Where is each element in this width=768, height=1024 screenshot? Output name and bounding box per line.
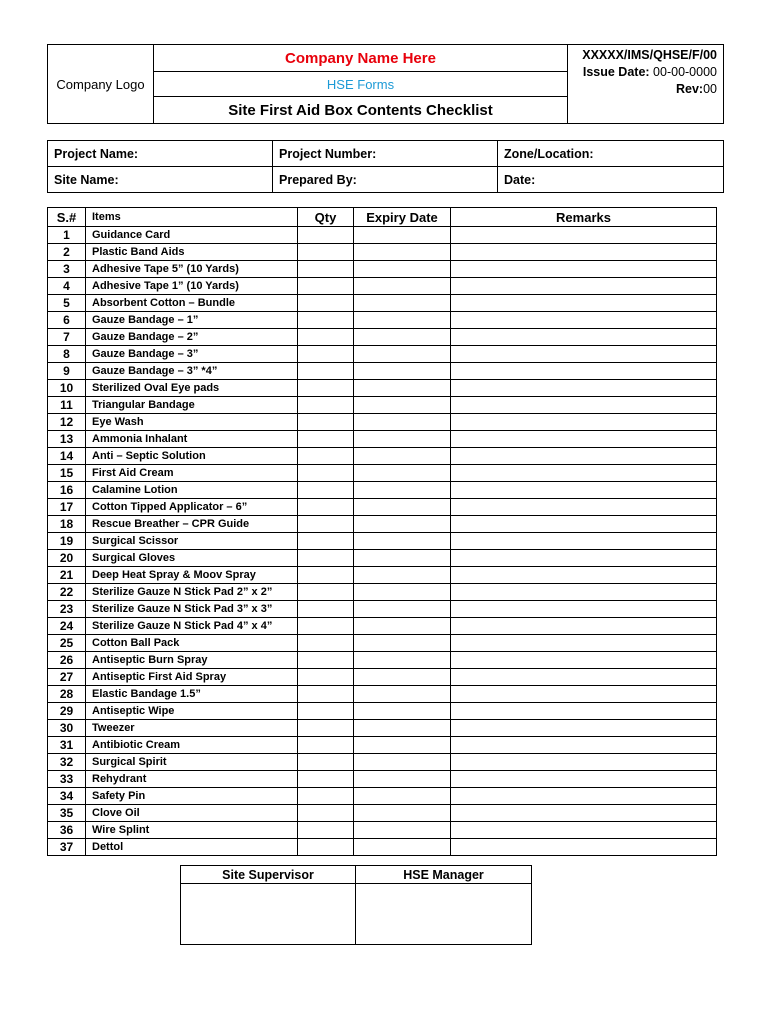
row-qty[interactable] [298, 805, 354, 822]
table-row [48, 618, 717, 635]
document-title: Site First Aid Box Contents Checklist [154, 97, 568, 124]
table-row [48, 329, 717, 346]
table-row [48, 550, 717, 567]
row-sn: 32 [48, 754, 86, 771]
row-remarks[interactable] [451, 771, 717, 788]
site-supervisor-signature[interactable] [181, 884, 356, 945]
row-sn: 7 [48, 329, 86, 346]
row-item: Wire Splint [86, 822, 298, 839]
row-qty[interactable] [298, 244, 354, 261]
row-remarks[interactable] [451, 346, 717, 363]
row-expiry-date[interactable] [354, 482, 451, 499]
row-sn: 4 [48, 278, 86, 295]
row-qty[interactable] [298, 533, 354, 550]
row-remarks[interactable] [451, 652, 717, 669]
row-qty[interactable] [298, 669, 354, 686]
row-sn: 18 [48, 516, 86, 533]
row-qty[interactable] [298, 771, 354, 788]
row-expiry-date[interactable] [354, 397, 451, 414]
row-remarks[interactable] [451, 244, 717, 261]
row-remarks[interactable] [451, 686, 717, 703]
row-sn: 22 [48, 584, 86, 601]
table-row [48, 720, 717, 737]
row-remarks[interactable] [451, 431, 717, 448]
table-row [48, 227, 717, 244]
row-item: Surgical Spirit [86, 754, 298, 771]
project-name-field[interactable]: Project Name: [48, 141, 273, 167]
row-item: Triangular Bandage [86, 397, 298, 414]
row-item: Deep Heat Spray & Moov Spray [86, 567, 298, 584]
row-sn: 3 [48, 261, 86, 278]
company-name: Company Name Here [154, 45, 568, 72]
row-expiry-date[interactable] [354, 261, 451, 278]
site-name-field[interactable]: Site Name: [48, 167, 273, 193]
row-qty[interactable] [298, 431, 354, 448]
row-expiry-date[interactable] [354, 295, 451, 312]
doc-code: XXXXX/IMS/QHSE/F/00 [582, 48, 717, 62]
row-qty[interactable] [298, 737, 354, 754]
row-remarks[interactable] [451, 227, 717, 244]
row-item: Tweezer [86, 720, 298, 737]
row-remarks[interactable] [451, 312, 717, 329]
row-item: Safety Pin [86, 788, 298, 805]
row-remarks[interactable] [451, 465, 717, 482]
row-expiry-date[interactable] [354, 244, 451, 261]
row-sn: 33 [48, 771, 86, 788]
row-remarks[interactable] [451, 635, 717, 652]
row-expiry-date[interactable] [354, 754, 451, 771]
table-row [48, 737, 717, 754]
row-qty[interactable] [298, 567, 354, 584]
row-expiry-date[interactable] [354, 703, 451, 720]
row-sn: 27 [48, 669, 86, 686]
row-remarks[interactable] [451, 601, 717, 618]
row-item: Sterilize Gauze N Stick Pad 2” x 2” [86, 584, 298, 601]
row-expiry-date[interactable] [354, 448, 451, 465]
row-item: Calamine Lotion [86, 482, 298, 499]
row-sn: 13 [48, 431, 86, 448]
rev-value: 00 [703, 82, 717, 96]
row-item: Gauze Bandage – 3” [86, 346, 298, 363]
row-expiry-date[interactable] [354, 669, 451, 686]
row-expiry-date[interactable] [354, 567, 451, 584]
table-row [48, 754, 717, 771]
row-expiry-date[interactable] [354, 414, 451, 431]
row-qty[interactable] [298, 635, 354, 652]
row-item: Anti – Septic Solution [86, 448, 298, 465]
row-expiry-date[interactable] [354, 465, 451, 482]
table-row [48, 652, 717, 669]
row-sn: 37 [48, 839, 86, 856]
row-expiry-date[interactable] [354, 788, 451, 805]
table-row [48, 822, 717, 839]
row-item: Antibiotic Cream [86, 737, 298, 754]
table-row [48, 244, 717, 261]
row-item: Rescue Breather – CPR Guide [86, 516, 298, 533]
row-remarks[interactable] [451, 261, 717, 278]
row-expiry-date[interactable] [354, 601, 451, 618]
row-qty[interactable] [298, 499, 354, 516]
row-sn: 6 [48, 312, 86, 329]
table-row [48, 805, 717, 822]
project-number-field[interactable]: Project Number: [273, 141, 498, 167]
row-remarks[interactable] [451, 703, 717, 720]
row-qty[interactable] [298, 363, 354, 380]
row-item: Gauze Bandage – 1” [86, 312, 298, 329]
table-row [48, 635, 717, 652]
table-row [48, 312, 717, 329]
row-item: Clove Oil [86, 805, 298, 822]
zone-location-field[interactable]: Zone/Location: [498, 141, 724, 167]
row-qty[interactable] [298, 601, 354, 618]
row-item: Sterilize Gauze N Stick Pad 4” x 4” [86, 618, 298, 635]
row-qty[interactable] [298, 839, 354, 856]
row-sn: 5 [48, 295, 86, 312]
row-qty[interactable] [298, 686, 354, 703]
row-qty[interactable] [298, 822, 354, 839]
table-row [48, 278, 717, 295]
row-remarks[interactable] [451, 448, 717, 465]
row-expiry-date[interactable] [354, 516, 451, 533]
row-remarks[interactable] [451, 754, 717, 771]
row-remarks[interactable] [451, 584, 717, 601]
row-sn: 10 [48, 380, 86, 397]
row-remarks[interactable] [451, 822, 717, 839]
table-row [48, 584, 717, 601]
col-header-items: Items [86, 208, 298, 227]
row-qty[interactable] [298, 397, 354, 414]
row-remarks[interactable] [451, 533, 717, 550]
row-expiry-date[interactable] [354, 380, 451, 397]
table-row [48, 295, 717, 312]
row-qty[interactable] [298, 482, 354, 499]
table-row [48, 533, 717, 550]
row-sn: 31 [48, 737, 86, 754]
row-sn: 15 [48, 465, 86, 482]
row-qty[interactable] [298, 754, 354, 771]
row-remarks[interactable] [451, 295, 717, 312]
row-remarks[interactable] [451, 805, 717, 822]
row-sn: 9 [48, 363, 86, 380]
row-sn: 21 [48, 567, 86, 584]
row-sn: 26 [48, 652, 86, 669]
row-item: Gauze Bandage – 2” [86, 329, 298, 346]
row-item: Eye Wash [86, 414, 298, 431]
table-row [48, 414, 717, 431]
row-expiry-date[interactable] [354, 499, 451, 516]
row-sn: 24 [48, 618, 86, 635]
row-qty[interactable] [298, 550, 354, 567]
row-sn: 23 [48, 601, 86, 618]
row-item: Guidance Card [86, 227, 298, 244]
row-item: Gauze Bandage – 3” *4” [86, 363, 298, 380]
row-expiry-date[interactable] [354, 839, 451, 856]
table-row [48, 601, 717, 618]
table-row [48, 261, 717, 278]
row-sn: 2 [48, 244, 86, 261]
signature-table [180, 865, 532, 945]
row-item: First Aid Cream [86, 465, 298, 482]
row-expiry-date[interactable] [354, 312, 451, 329]
row-item: Sterilize Gauze N Stick Pad 3” x 3” [86, 601, 298, 618]
table-row [48, 346, 717, 363]
row-expiry-date[interactable] [354, 635, 451, 652]
row-sn: 28 [48, 686, 86, 703]
row-remarks[interactable] [451, 380, 717, 397]
row-expiry-date[interactable] [354, 584, 451, 601]
row-expiry-date[interactable] [354, 363, 451, 380]
row-sn: 30 [48, 720, 86, 737]
row-qty[interactable] [298, 703, 354, 720]
table-row [48, 482, 717, 499]
row-qty[interactable] [298, 618, 354, 635]
row-item: Cotton Ball Pack [86, 635, 298, 652]
row-item: Ammonia Inhalant [86, 431, 298, 448]
issue-date-label: Issue Date: [582, 65, 650, 79]
row-remarks[interactable] [451, 737, 717, 754]
row-item: Cotton Tipped Applicator – 6” [86, 499, 298, 516]
table-row [48, 465, 717, 482]
row-expiry-date[interactable] [354, 805, 451, 822]
row-qty[interactable] [298, 261, 354, 278]
row-remarks[interactable] [451, 669, 717, 686]
row-expiry-date[interactable] [354, 822, 451, 839]
row-remarks[interactable] [451, 363, 717, 380]
row-sn: 8 [48, 346, 86, 363]
row-qty[interactable] [298, 329, 354, 346]
prepared-by-field[interactable]: Prepared By: [273, 167, 498, 193]
table-row [48, 363, 717, 380]
row-qty[interactable] [298, 346, 354, 363]
row-item: Sterilized Oval Eye pads [86, 380, 298, 397]
row-qty[interactable] [298, 465, 354, 482]
row-item: Elastic Bandage 1.5” [86, 686, 298, 703]
row-sn: 16 [48, 482, 86, 499]
site-supervisor-header: Site Supervisor [181, 866, 356, 884]
row-qty[interactable] [298, 227, 354, 244]
row-expiry-date[interactable] [354, 278, 451, 295]
row-expiry-date[interactable] [354, 686, 451, 703]
row-expiry-date[interactable] [354, 550, 451, 567]
table-row [48, 448, 717, 465]
row-expiry-date[interactable] [354, 533, 451, 550]
row-qty[interactable] [298, 652, 354, 669]
row-remarks[interactable] [451, 482, 717, 499]
row-expiry-date[interactable] [354, 346, 451, 363]
row-expiry-date[interactable] [354, 329, 451, 346]
row-expiry-date[interactable] [354, 431, 451, 448]
row-sn: 14 [48, 448, 86, 465]
date-field[interactable]: Date: [498, 167, 724, 193]
row-remarks[interactable] [451, 839, 717, 856]
table-row [48, 397, 717, 414]
row-remarks[interactable] [451, 567, 717, 584]
row-item: Antiseptic First Aid Spray [86, 669, 298, 686]
project-info [47, 140, 724, 193]
row-sn: 25 [48, 635, 86, 652]
table-row [48, 567, 717, 584]
row-sn: 36 [48, 822, 86, 839]
table-row [48, 686, 717, 703]
row-qty[interactable] [298, 312, 354, 329]
row-item: Adhesive Tape 5” (10 Yards) [86, 261, 298, 278]
row-sn: 34 [48, 788, 86, 805]
row-qty[interactable] [298, 380, 354, 397]
forms-label: HSE Forms [154, 72, 568, 97]
row-expiry-date[interactable] [354, 652, 451, 669]
table-row [48, 839, 717, 856]
row-sn: 17 [48, 499, 86, 516]
row-qty[interactable] [298, 295, 354, 312]
row-remarks[interactable] [451, 618, 717, 635]
table-row [48, 380, 717, 397]
row-item: Dettol [86, 839, 298, 856]
row-sn: 29 [48, 703, 86, 720]
row-expiry-date[interactable] [354, 618, 451, 635]
table-row [48, 499, 717, 516]
row-sn: 12 [48, 414, 86, 431]
form-header [47, 44, 724, 124]
row-sn: 1 [48, 227, 86, 244]
row-qty[interactable] [298, 788, 354, 805]
row-qty[interactable] [298, 414, 354, 431]
row-expiry-date[interactable] [354, 720, 451, 737]
row-remarks[interactable] [451, 720, 717, 737]
table-row [48, 788, 717, 805]
row-qty[interactable] [298, 448, 354, 465]
row-expiry-date[interactable] [354, 227, 451, 244]
row-qty[interactable] [298, 720, 354, 737]
col-header-remarks: Remarks [451, 208, 717, 227]
contents-checklist-table [47, 207, 717, 856]
row-expiry-date[interactable] [354, 737, 451, 754]
row-item: Surgical Gloves [86, 550, 298, 567]
table-row [48, 431, 717, 448]
table-row [48, 703, 717, 720]
row-sn: 19 [48, 533, 86, 550]
row-sn: 11 [48, 397, 86, 414]
hse-manager-header: HSE Manager [356, 866, 532, 884]
rev-label: Rev: [676, 82, 704, 96]
table-row [48, 669, 717, 686]
hse-manager-signature[interactable] [356, 884, 532, 945]
row-item: Antiseptic Wipe [86, 703, 298, 720]
row-item: Antiseptic Burn Spray [86, 652, 298, 669]
row-remarks[interactable] [451, 329, 717, 346]
row-remarks[interactable] [451, 788, 717, 805]
row-item: Rehydrant [86, 771, 298, 788]
row-item: Adhesive Tape 1” (10 Yards) [86, 278, 298, 295]
issue-date-value: 00-00-0000 [653, 65, 717, 79]
table-row [48, 771, 717, 788]
row-remarks[interactable] [451, 278, 717, 295]
row-qty[interactable] [298, 584, 354, 601]
company-logo-placeholder: Company Logo [48, 45, 154, 124]
col-header-sn: S.# [48, 208, 86, 227]
col-header-expiry: Expiry Date [354, 208, 451, 227]
row-remarks[interactable] [451, 516, 717, 533]
row-item: Absorbent Cotton – Bundle [86, 295, 298, 312]
row-remarks[interactable] [451, 499, 717, 516]
row-remarks[interactable] [451, 397, 717, 414]
row-remarks[interactable] [451, 550, 717, 567]
row-qty[interactable] [298, 278, 354, 295]
row-qty[interactable] [298, 516, 354, 533]
row-sn: 20 [48, 550, 86, 567]
row-expiry-date[interactable] [354, 771, 451, 788]
row-item: Surgical Scissor [86, 533, 298, 550]
col-header-qty: Qty [298, 208, 354, 227]
table-row [48, 516, 717, 533]
row-item: Plastic Band Aids [86, 244, 298, 261]
document-reference [568, 45, 724, 124]
row-remarks[interactable] [451, 414, 717, 431]
row-sn: 35 [48, 805, 86, 822]
